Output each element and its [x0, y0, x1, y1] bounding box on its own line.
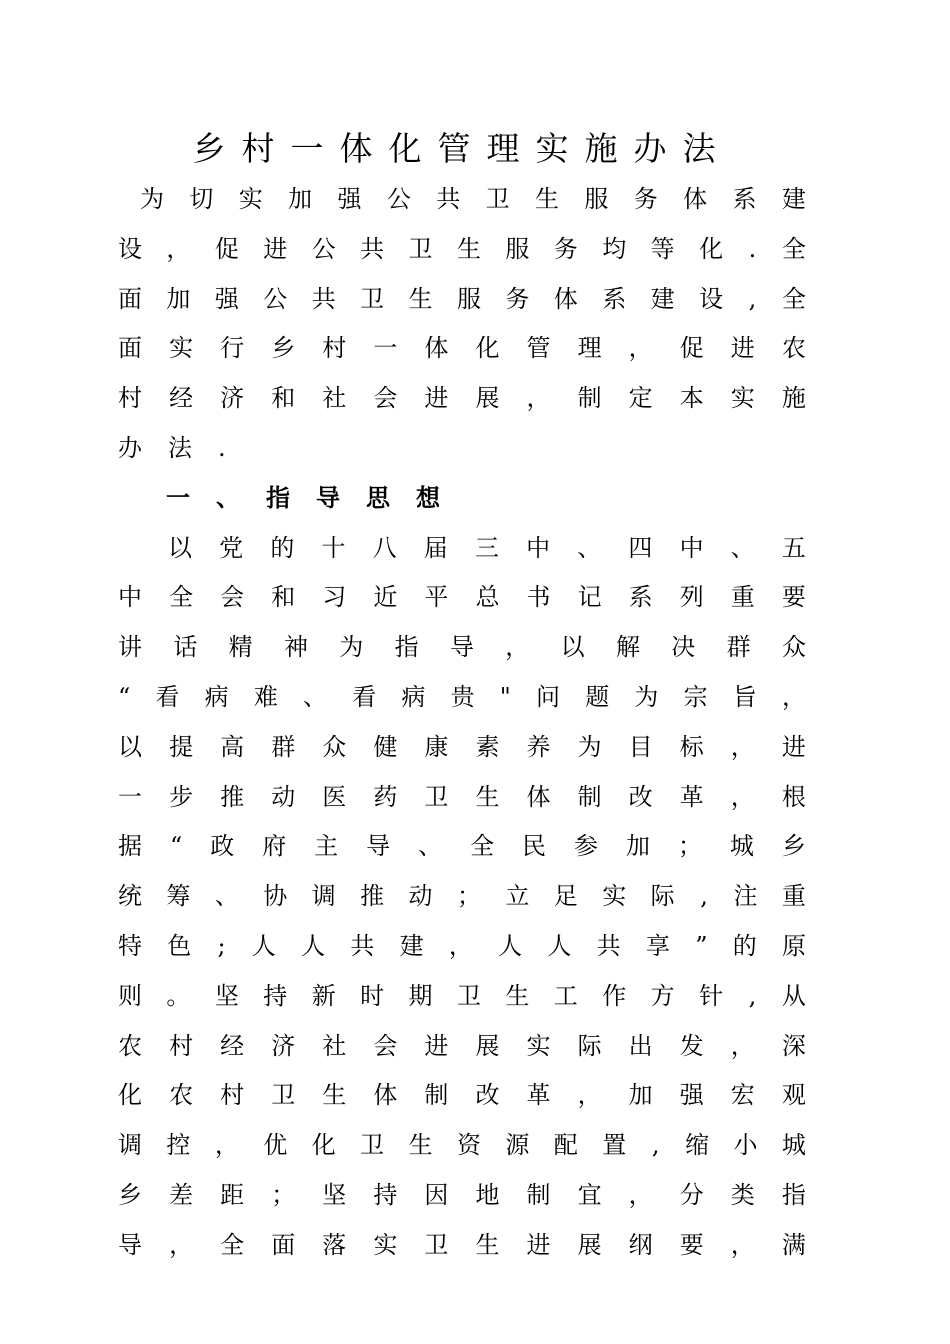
text-line: 以 党 的 十 八 届 三 中 、 四 中 、 五 [168, 533, 806, 562]
text-line: 为 切 实 加 强 公 共 卫 生 服 务 体 系 建 [140, 185, 806, 213]
text-line: 导 ， 全 面 落 实 卫 生 进 展 纲 要 ， 满 [118, 1230, 806, 1259]
text-line: 以 提 高 群 众 健 康 素 养 为 目 标 ， 进 [118, 732, 806, 761]
text-line: 办 法 . [118, 433, 226, 462]
text-line: “ 看 病 难 、 看 病 贵 " 问 题 为 宗 旨 ， [118, 682, 806, 711]
text-line: 中 全 会 和 习 近 平 总 书 记 系 列 重 要 [118, 583, 806, 612]
text-line: 则 。 坚 持 新 时 期 卫 生 工 作 方 针 , 从 [118, 981, 806, 1010]
text-line: 面 实 行 乡 村 一 体 化 管 理 ， 促 进 农 [118, 334, 806, 363]
document-body [118, 175, 806, 1271]
text-line: 设 ， 促 进 公 共 卫 生 服 务 均 等 化 . 全 [118, 234, 806, 263]
text-line: 农 村 经 济 社 会 进 展 实 际 出 发 ， 深 [118, 1031, 806, 1060]
text-line: 据 “ 政 府 主 导 、 全 民 参 加 ； 城 乡 [118, 832, 806, 861]
document-title: 乡村一体化管理实施办法 [192, 129, 732, 168]
text-line: 化 农 村 卫 生 体 制 改 革 ， 加 强 宏 观 [118, 1081, 806, 1110]
text-line: 特 色 ; 人 人 共 建 ， 人 人 共 享 ” 的 原 [118, 931, 806, 960]
text-line: 调 控 ， 优 化 卫 生 资 源 配 置 , 缩 小 城 [118, 1131, 806, 1160]
text-line: 讲 话 精 神 为 指 导 ， 以 解 决 群 众 [118, 633, 806, 662]
text-line: 村 经 济 和 社 会 进 展 ， 制 定 本 实 施 [118, 384, 806, 413]
text-line: 面 加 强 公 共 卫 生 服 务 体 系 建 设 , 全 [118, 284, 806, 313]
text-line: 乡 差 距 ； 坚 持 因 地 制 宜 ， 分 类 指 [118, 1180, 806, 1209]
text-line: 统 筹 、 协 调 推 动 ； 立 足 实 际 , 注 重 [118, 882, 806, 911]
text-line: 一 步 推 动 医 药 卫 生 体 制 改 革 ， 根 [118, 782, 806, 811]
section-heading: 一 、 指 导 思 想 [166, 483, 440, 512]
